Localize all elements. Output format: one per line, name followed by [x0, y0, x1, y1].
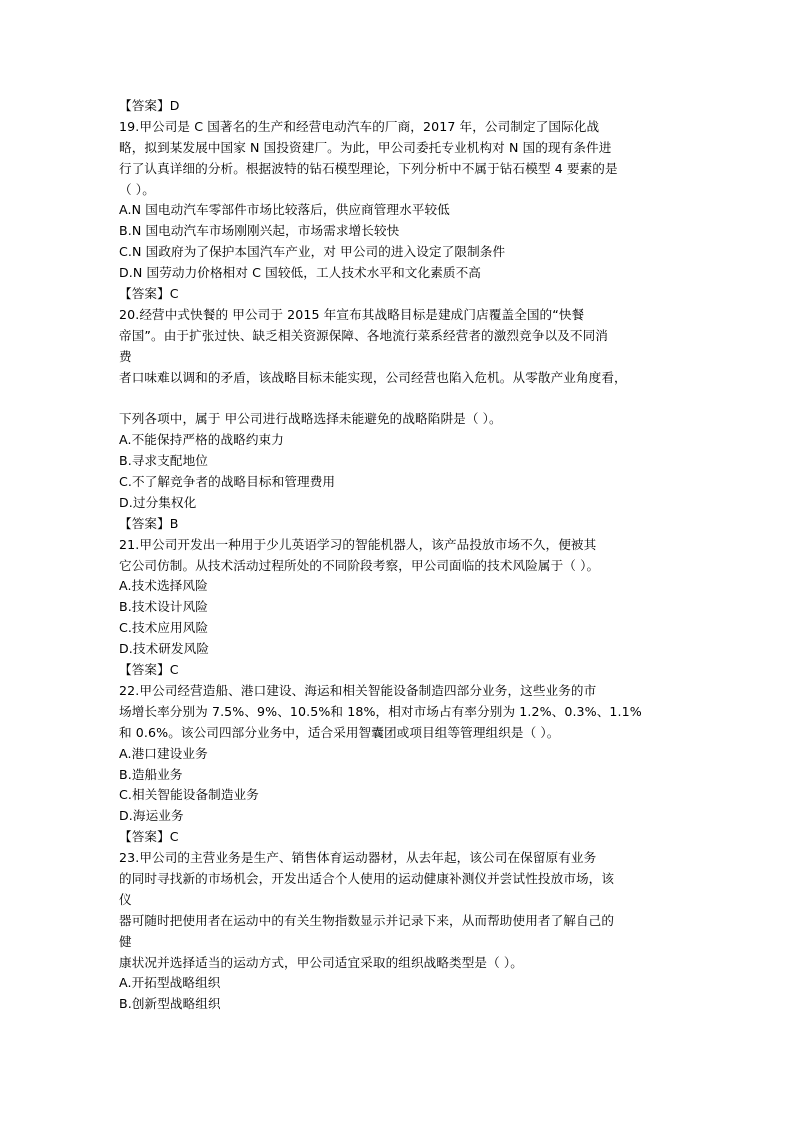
- option-d: D.过分集权化: [119, 494, 197, 510]
- document-body: [119, 96, 679, 1015]
- option-a: A.技术选择风险: [119, 578, 208, 594]
- question-text: 23.甲公司的主营业务是生产、销售体育运动器材，从去年起，该公司在保留原有业务: [119, 850, 597, 866]
- option-a: A.开拓型战略组织: [119, 975, 221, 991]
- question-text: 下列各项中，属于 甲公司进行战略选择未能避免的战略陷阱是（ ）。: [119, 411, 502, 427]
- option-b: B.寻求支配地位: [119, 453, 209, 469]
- question-text: 帝国”。由于扩张过快、缺乏相关资源保障、各地流行菜系经营者的激烈竞争以及不同消: [119, 327, 608, 343]
- question-text: 它公司仿制。从技术活动过程所处的不同阶段考察，甲公司面临的技术风险属于（ ）。: [119, 557, 600, 573]
- option-b: B.技术设计风险: [119, 599, 209, 615]
- option-b: B.造船业务: [119, 766, 183, 782]
- question-text: 和 0.6%。该公司四部分业务中，适合采用智囊团或项目组等管理组织是（ ）。: [119, 724, 560, 740]
- option-c: C.N 国政府为了保护本国汽车产业，对 甲公司的进入设定了限制条件: [119, 244, 506, 260]
- blank-line: [119, 388, 679, 409]
- option-c: C.相关智能设备制造业务: [119, 787, 259, 803]
- question-text: 场增长率分别为 7.5%、9%、10.5%和 18%，相对市场占有率分别为 1.2%、0.3%、1.1%: [119, 703, 642, 719]
- question-text: 仪: [119, 891, 132, 907]
- answer-line: 【答案】C: [119, 829, 179, 845]
- option-d: D.N 国劳动力价格相对 C 国较低，工人技术水平和文化素质不高: [119, 265, 481, 281]
- option-c: C.技术应用风险: [119, 620, 209, 636]
- option-d: D.技术研发风险: [119, 641, 210, 657]
- option-c: C.不了解竞争者的战略目标和管理费用: [119, 474, 336, 490]
- answer-line: 【答案】B: [119, 515, 179, 531]
- question-text: 健: [119, 933, 132, 949]
- option-a: A.N 国电动汽车零部件市场比较落后，供应商管理水平较低: [119, 202, 450, 218]
- question-text: 行了认真详细的分析。根据波特的钻石模型理论，下列分析中不属于钻石模型 4 要素的是: [119, 160, 618, 176]
- question-text: 19.甲公司是 C 国著名的生产和经营电动汽车的厂商，2017 年，公司制定了国际化战: [119, 118, 600, 134]
- question-text: 康状况并选择适当的运动方式，甲公司适宜采取的组织战略类型是（ ）。: [119, 954, 524, 970]
- question-text: （ ）。: [119, 181, 155, 197]
- question-19: [119, 117, 679, 305]
- option-a: A.不能保持严格的战略约束力: [119, 432, 284, 448]
- answer-line: 【答案】C: [119, 286, 179, 302]
- question-21: [119, 535, 679, 681]
- question-text: 20.经营中式快餐的 甲公司于 2015 年宣布其战略目标是建成门店覆盖全国的“快餐: [119, 306, 585, 322]
- question-text: 22.甲公司经营造船、港口建设、海运和相关智能设备制造四部分业务，这些业务的市: [119, 682, 597, 698]
- question-text: 器可随时把使用者在运动中的有关生物指数显示并记录下来，从而帮助使用者了解自己的: [119, 912, 615, 928]
- question-text: 费: [119, 348, 132, 364]
- answer-line: 【答案】D: [119, 98, 180, 113]
- question-text: 21.甲公司开发出一种用于少儿英语学习的智能机器人，该产品投放市场不久，便被其: [119, 536, 597, 552]
- option-b: B.N 国电动汽车市场刚刚兴起，市场需求增长较快: [119, 223, 400, 239]
- answer-line: 【答案】C: [119, 662, 179, 678]
- question-text: 者口味难以调和的矛盾，该战略目标未能实现，公司经营也陷入危机。从零散产业角度看，: [119, 369, 627, 385]
- option-d: D.海运业务: [119, 808, 184, 824]
- question-text: 的同时寻找新的市场机会，开发出适合个人使用的运动健康补测仪并尝试性投放市场，该: [119, 870, 615, 886]
- option-a: A.港口建设业务: [119, 745, 208, 761]
- question-20: [119, 305, 679, 535]
- question-22: [119, 681, 679, 848]
- question-23: [119, 848, 679, 1015]
- option-b: B.创新型战略组织: [119, 996, 221, 1012]
- question-text: 略，拟到某发展中国家 N 国投资建厂。为此，甲公司委托专业机构对 N 国的现有条件进: [119, 139, 612, 155]
